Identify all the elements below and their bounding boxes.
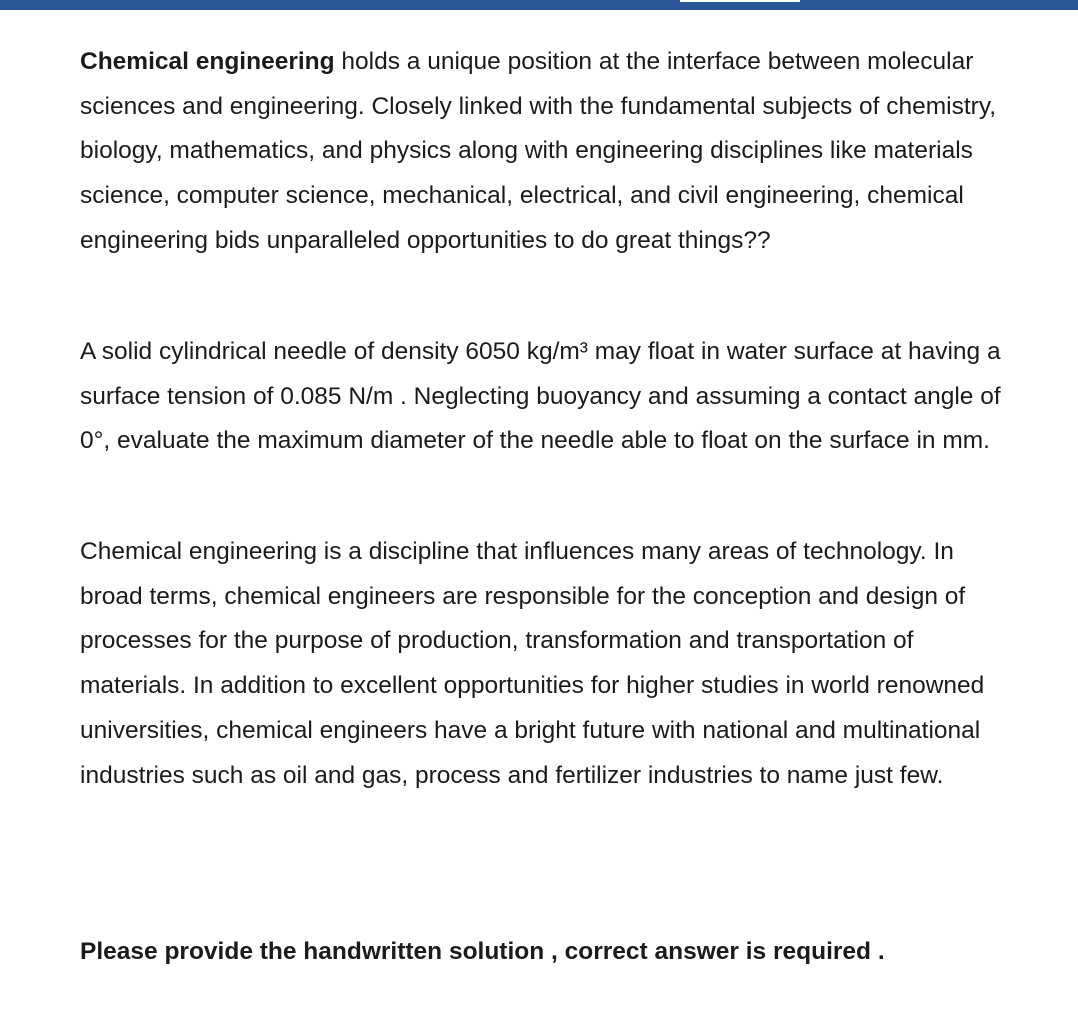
closing-paragraph: Chemical engineering is a discipline that influences many areas of technology. In broad terms, chemical engineers are responsible for the conception and design of processes for the purpose of production, transformation and transportation of materials. In addition to excellent opportunities for higher studies in world renowned universities, chemical engineers have a bright future with national and multinational industries such as oil and gas, process and fertilizer industries to name just few. — [80, 538, 985, 789]
top-tab-indicator — [680, 0, 800, 2]
problem-paragraph: A solid cylindrical needle of density 6050 kg/m³ may float in water surface at having a surface tension of 0.085 N/m . Neglecting buoyancy and assuming a contact angle of 0°, evaluate the maximum diameter of the needle able to float on the surface in mm. — [80, 338, 1001, 455]
intro-paragraph — [80, 40, 1010, 264]
request-note: Please provide the handwritten solution , correct answer is required . — [80, 938, 885, 965]
intro-bold-term: Chemical engineering — [80, 48, 335, 75]
intro-text: holds a unique position at the interface between molecular sciences and engineering. Closely linked with the fundamental subjects of chemistry, biology, mathematics, and physics along with engineering disciplines like materials science, computer science, mechanical, electrical, and civil engineering, chemical engineering bids unparalleled opportunities to do great things?? — [80, 48, 997, 254]
window-top-bar — [0, 0, 1078, 10]
